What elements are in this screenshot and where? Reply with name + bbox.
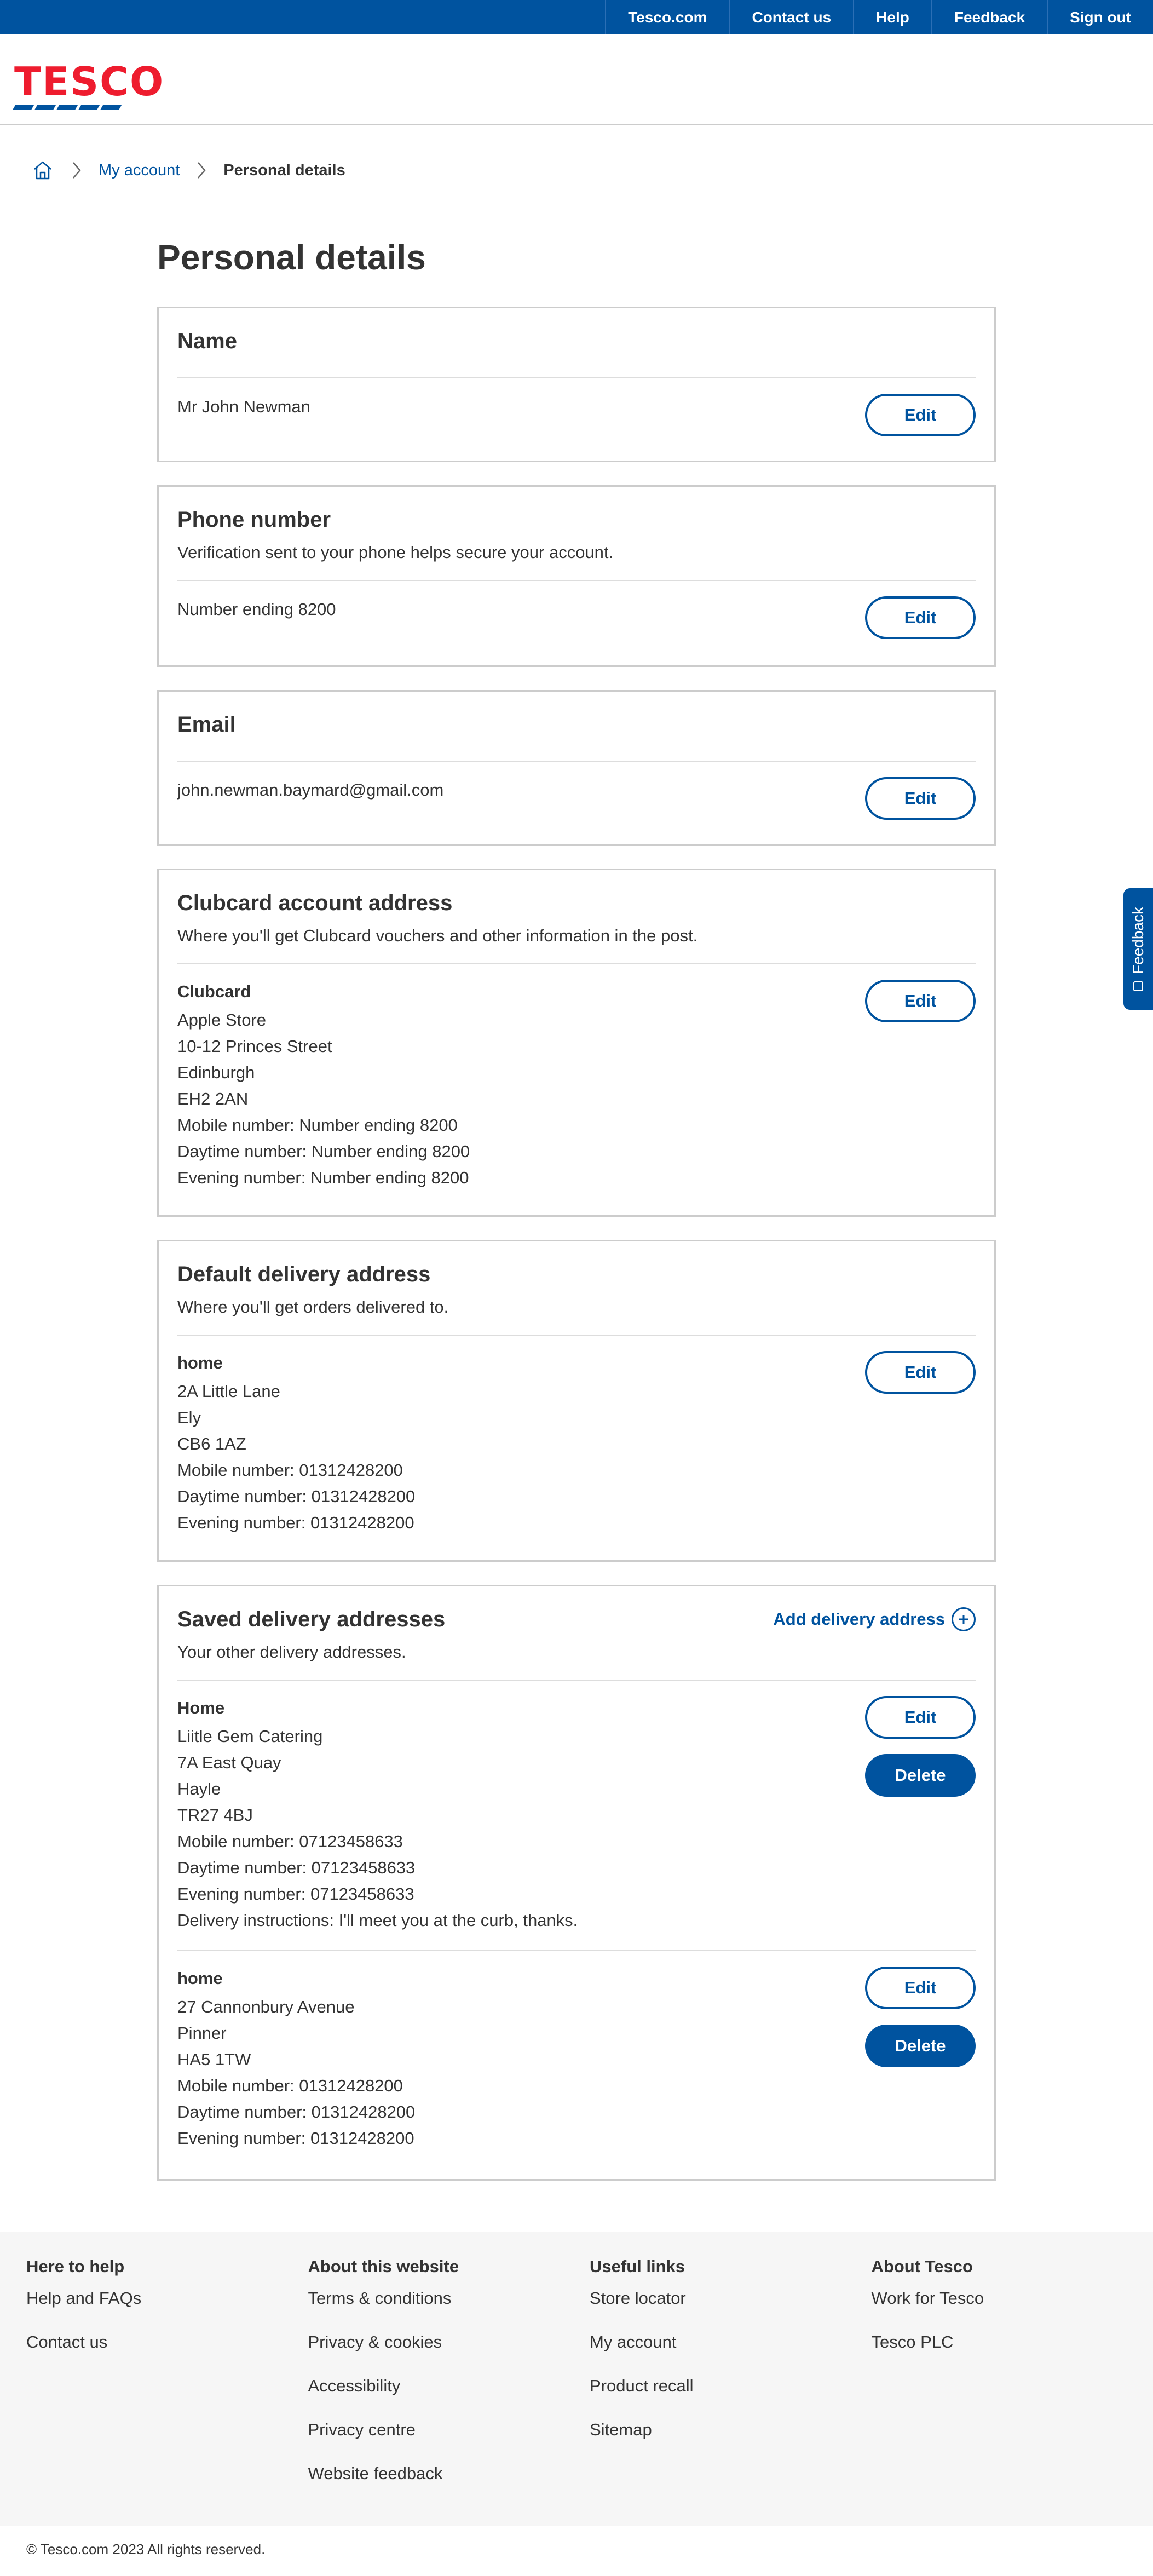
add-delivery-address-label: Add delivery address [773, 1609, 945, 1629]
footer-heading: About Tesco [871, 2257, 973, 2276]
edit-email-button[interactable]: Edit [865, 777, 976, 820]
breadcrumb [31, 157, 345, 184]
phone-card [157, 485, 996, 667]
address-line: EH2 2AN [177, 1089, 249, 1108]
card-subtitle: Your other delivery addresses. [177, 1642, 406, 1661]
footer-col-about-tesco [872, 2256, 1153, 2506]
footer-link[interactable]: My account [590, 2332, 677, 2351]
footer-link[interactable]: Website feedback [308, 2464, 443, 2483]
footer-link[interactable]: Contact us [26, 2332, 108, 2351]
address-label: Clubcard [177, 982, 251, 1001]
edit-saved-address-button[interactable]: Edit [865, 1696, 976, 1739]
home-icon[interactable] [31, 158, 55, 182]
site-footer [0, 2232, 1153, 2526]
address-line: Hayle [177, 1779, 221, 1798]
card-title: Email [177, 712, 236, 737]
delete-saved-address-button[interactable]: Delete [865, 1754, 976, 1797]
address-line: CB6 1AZ [177, 1434, 246, 1453]
address-line: 2A Little Lane [177, 1382, 280, 1401]
email-card [157, 690, 996, 846]
phone-value: Number ending 8200 [177, 600, 336, 619]
edit-saved-address-button[interactable]: Edit [865, 1967, 976, 2009]
card-body [177, 581, 976, 639]
address-line: Ely [177, 1408, 201, 1427]
address-block [177, 1696, 578, 1934]
top-utility-bar [0, 0, 1153, 34]
card-title: Default delivery address [177, 1262, 431, 1286]
footer-heading: Here to help [26, 2257, 125, 2276]
address-line: Mobile number: 01312428200 [177, 1461, 403, 1480]
footer-link[interactable]: Privacy & cookies [308, 2332, 442, 2351]
address-actions [865, 1967, 976, 2067]
card-body [177, 1336, 976, 1536]
footer-link[interactable]: Sitemap [590, 2420, 652, 2439]
edit-clubcard-address-button[interactable]: Edit [865, 980, 976, 1022]
address-line: Delivery instructions: I'll meet you at the curb, thanks. [177, 1911, 578, 1930]
topbar-link-contact-us[interactable]: Contact us [729, 0, 853, 34]
address-line: Pinner [177, 2023, 227, 2043]
card-subtitle: Verification sent to your phone helps secure your account. [177, 543, 614, 562]
address-line: Daytime number: 01312428200 [177, 2102, 416, 2121]
address-line: Edinburgh [177, 1063, 255, 1082]
saved-delivery-addresses-card [157, 1585, 996, 2181]
address-line: 7A East Quay [177, 1753, 281, 1772]
name-card [157, 307, 996, 462]
card-subtitle: Where you'll get Clubcard vouchers and other information in the post. [177, 926, 698, 945]
address-line: Mobile number: 07123458633 [177, 1832, 403, 1851]
footer-link[interactable]: Terms & conditions [308, 2288, 452, 2308]
card-title: Saved delivery addresses [177, 1607, 446, 1631]
logo-stripes [14, 105, 146, 110]
card-body [177, 378, 976, 436]
footer-link[interactable]: Work for Tesco [871, 2288, 984, 2308]
card-subtitle: Where you'll get orders delivered to. [177, 1297, 449, 1316]
footer-link[interactable]: Product recall [590, 2376, 694, 2395]
clubcard-address-card [157, 869, 996, 1217]
card-title: Name [177, 329, 237, 353]
add-delivery-address-link[interactable] [773, 1607, 976, 1631]
address-block [177, 980, 470, 1191]
address-line: Mobile number: Number ending 8200 [177, 1116, 458, 1135]
address-line: Evening number: Number ending 8200 [177, 1168, 469, 1187]
footer-link[interactable]: Accessibility [308, 2376, 401, 2395]
tesco-logo[interactable] [14, 59, 165, 110]
address-line: Daytime number: 01312428200 [177, 1487, 416, 1506]
topbar-link-tesco-com[interactable]: Tesco.com [605, 0, 729, 34]
footer-heading: About this website [308, 2257, 459, 2276]
breadcrumb-my-account[interactable]: My account [99, 161, 180, 179]
address-line: HA5 1TW [177, 2050, 251, 2069]
chevron-right-icon [69, 158, 84, 182]
saved-address-row [177, 1951, 976, 2152]
feedback-tab-label: Feedback [1129, 906, 1146, 974]
footer-col-here-to-help [26, 2256, 308, 2506]
address-line: Evening number: 01312428200 [177, 2129, 414, 2148]
address-line: Evening number: 07123458633 [177, 1884, 414, 1904]
saved-address-row [177, 1681, 976, 1934]
footer-link[interactable]: Privacy centre [308, 2420, 416, 2439]
name-value: Mr John Newman [177, 397, 310, 416]
page-title: Personal details [157, 238, 426, 277]
address-label: Home [177, 1698, 225, 1717]
address-label: home [177, 1353, 223, 1372]
footer-columns [0, 2232, 1153, 2506]
address-line: Daytime number: Number ending 8200 [177, 1142, 470, 1161]
card-body [177, 964, 976, 1191]
feedback-icon [1133, 981, 1143, 991]
address-label: home [177, 1969, 223, 1988]
topbar-link-feedback[interactable]: Feedback [931, 0, 1047, 34]
edit-phone-button[interactable]: Edit [865, 596, 976, 639]
address-actions [865, 1696, 976, 1797]
plus-circle-icon [952, 1607, 976, 1631]
edit-name-button[interactable]: Edit [865, 394, 976, 436]
address-line: 10-12 Princes Street [177, 1037, 332, 1056]
main-content [157, 235, 996, 2204]
footer-link[interactable]: Tesco PLC [871, 2332, 954, 2351]
card-title-row [177, 1605, 976, 1634]
email-value: john.newman.baymard@gmail.com [177, 780, 444, 800]
footer-heading: Useful links [590, 2257, 685, 2276]
address-line: Evening number: 01312428200 [177, 1513, 414, 1532]
card-body [177, 762, 976, 820]
footer-link[interactable]: Help and FAQs [26, 2288, 142, 2308]
card-title: Phone number [177, 508, 331, 532]
delete-saved-address-button[interactable]: Delete [865, 2025, 976, 2067]
address-line: Daytime number: 07123458633 [177, 1858, 416, 1877]
copyright: © Tesco.com 2023 All rights reserved. [26, 2541, 266, 2557]
address-line: 27 Cannonbury Avenue [177, 1997, 355, 2016]
footer-link[interactable]: Store locator [590, 2288, 686, 2308]
address-block [177, 1967, 415, 2152]
topbar-link-help[interactable]: Help [853, 0, 931, 34]
site-header [0, 34, 1153, 125]
address-line: Mobile number: 01312428200 [177, 2076, 403, 2095]
address-line: TR27 4BJ [177, 1806, 253, 1825]
card-title: Clubcard account address [177, 891, 453, 915]
footer-col-useful-links [590, 2256, 872, 2506]
feedback-side-tab[interactable] [1123, 888, 1153, 1010]
edit-default-delivery-button[interactable]: Edit [865, 1351, 976, 1394]
topbar-link-sign-out[interactable]: Sign out [1047, 0, 1153, 34]
logo-wordmark: TESCO [14, 59, 165, 105]
footer-col-about-this-website [308, 2256, 590, 2506]
default-delivery-address-card [157, 1240, 996, 1562]
address-block [177, 1351, 415, 1536]
breadcrumb-current: Personal details [223, 161, 345, 179]
chevron-right-icon [194, 158, 209, 182]
address-line: Apple Store [177, 1010, 266, 1030]
address-line: Liitle Gem Catering [177, 1727, 323, 1746]
